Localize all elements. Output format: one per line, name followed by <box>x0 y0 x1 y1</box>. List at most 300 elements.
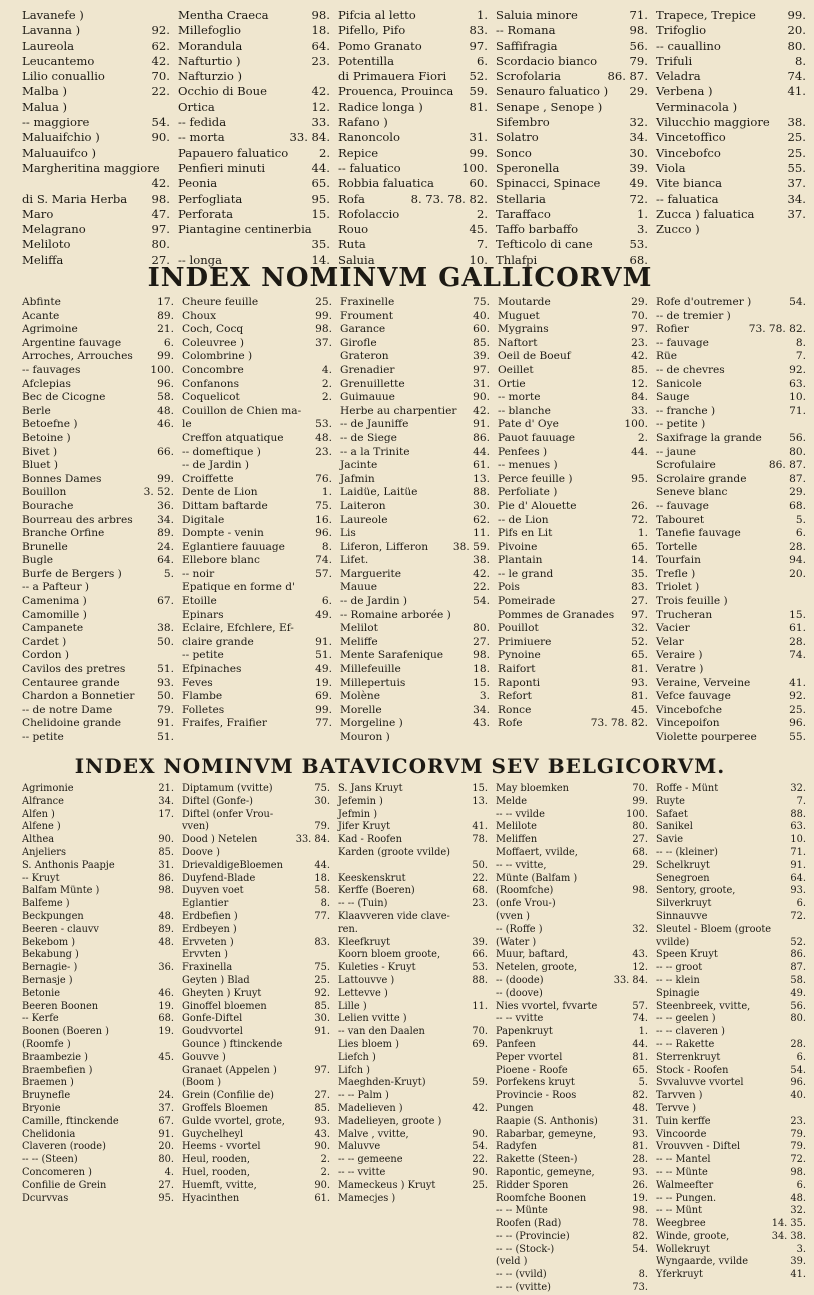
index-entry <box>178 84 330 99</box>
index-entry <box>656 1205 806 1218</box>
entry-page-number: 29. <box>631 296 648 308</box>
index-entry <box>656 500 806 514</box>
index-entry <box>340 473 490 487</box>
entry-page-number: 88. <box>790 808 806 820</box>
index-entry <box>182 473 332 487</box>
entry-name: Garance <box>340 323 386 336</box>
entry-page-number: 46. <box>158 987 174 999</box>
entry-page-number: 99. <box>787 8 806 22</box>
entry-page-number: 23. <box>790 1115 806 1127</box>
entry-page-number: 65. <box>632 1064 648 1076</box>
entry-name: Kad - Roofen <box>338 834 402 846</box>
entry-name: Maluauifco ) <box>22 145 97 160</box>
index-entry <box>22 39 170 54</box>
index-entry <box>182 677 332 691</box>
entry-name: -- -- (Stock-) <box>496 1243 555 1255</box>
entry-page-number: 85. <box>473 336 490 349</box>
entry-name: Trifoglio <box>656 23 707 38</box>
entry-name: Nafturtio ) <box>178 53 241 68</box>
entry-name: Veladra <box>656 69 701 84</box>
entry-name: Keeskenskrut <box>338 872 406 884</box>
index-entry <box>656 622 806 636</box>
entry-page-number: 42. <box>472 1102 488 1114</box>
index-entry <box>656 100 806 115</box>
entry-page-number: 56. <box>629 38 648 53</box>
entry-page-number: 95. <box>631 472 648 485</box>
index-entry <box>338 115 488 130</box>
entry-page-number: 53. <box>315 418 332 431</box>
index-entry <box>22 176 170 191</box>
index-entry <box>338 1052 488 1065</box>
entry-page-number: 81. <box>631 690 648 703</box>
entry-page-number: 93. <box>790 885 806 897</box>
index-entry <box>340 568 490 582</box>
entry-name: Fraxinella <box>182 962 233 974</box>
entry-page-number: 70. <box>151 69 170 84</box>
entry-name: Viola <box>656 160 686 175</box>
index-entry <box>498 405 648 419</box>
entry-name: Mauue <box>340 581 378 594</box>
entry-name: (vven ) <box>496 910 530 922</box>
entry-page-number: 8. <box>795 336 806 349</box>
index-entry <box>656 1154 806 1167</box>
index-entry <box>338 1001 488 1014</box>
index-entry <box>340 310 490 324</box>
entry-page-number: 20. <box>787 23 806 38</box>
index-entry <box>182 1141 330 1154</box>
entry-page-number: 75. <box>315 499 332 512</box>
entry-name: Eclaire, Efchlere, Ef- <box>182 622 294 635</box>
entry-name: claire grande <box>182 635 254 648</box>
index-entry <box>182 568 332 582</box>
entry-page-number: 42. <box>473 404 490 417</box>
entry-name: -- de notre Dame <box>22 703 113 716</box>
index-entry <box>22 500 174 514</box>
entry-name: Raponti <box>498 676 541 689</box>
entry-page-number: 34. <box>158 795 174 807</box>
index-entry <box>178 8 330 23</box>
index-entry <box>22 1129 174 1142</box>
index-entry <box>498 432 648 446</box>
entry-page-number: 27. <box>631 595 648 608</box>
entry-page-number: 37. <box>315 336 332 349</box>
entry-name: Savie <box>656 834 684 846</box>
entry-name: Camille, ftinckende <box>22 1115 119 1127</box>
entry-name: -- faluatica <box>656 191 719 206</box>
entry-name: Dente de Lion <box>182 486 258 499</box>
index-entry <box>340 378 490 392</box>
index-entry <box>656 595 806 609</box>
index-entry <box>340 636 490 650</box>
index-entry <box>656 898 806 911</box>
index-entry <box>656 405 806 419</box>
entry-name: Pomeirade <box>498 595 556 608</box>
entry-name: Meliloto <box>22 237 71 252</box>
index-entry <box>178 54 330 69</box>
entry-name: Rüe <box>656 350 678 363</box>
index-entry <box>338 1193 488 1206</box>
entry-name: ren. <box>338 923 358 935</box>
entry-page-number: 83. <box>314 936 330 948</box>
entry-name: Meliffa <box>22 252 64 267</box>
entry-page-number: 47. <box>151 206 170 221</box>
index-entry <box>338 1103 488 1116</box>
index-entry <box>182 337 332 351</box>
entry-name: (veld ) <box>496 1256 528 1268</box>
entry-page-number: 84. <box>631 391 648 404</box>
entry-name: Potentilla <box>338 53 394 68</box>
entry-name: -- -- klein <box>656 974 700 986</box>
index-entry <box>496 796 648 809</box>
entry-name: Malba ) <box>22 84 68 99</box>
entry-page-number: 81. <box>632 1141 648 1153</box>
entry-name: Camomille ) <box>22 608 87 621</box>
entry-name: Moutarde <box>498 296 551 308</box>
entry-page-number: 73. 78. 82. <box>748 323 806 336</box>
entry-page-number: 48. <box>158 910 174 922</box>
entry-page-number: 40. <box>473 309 490 322</box>
entry-name: Morgeline ) <box>340 717 403 730</box>
entry-name: Bekebom ) <box>22 936 76 948</box>
entry-name: Rofa <box>338 191 365 206</box>
entry-name: -- -- Münte <box>496 1205 548 1217</box>
index-column <box>340 296 498 745</box>
index-entry <box>22 130 170 145</box>
entry-name: Sleutel - Bloem (groote <box>656 923 772 935</box>
index-entry <box>182 541 332 555</box>
entry-page-number: 77. <box>314 910 330 922</box>
entry-page-number: 75. <box>473 296 490 308</box>
index-entry <box>496 988 648 1001</box>
index-entry <box>22 663 174 677</box>
entry-name: Netelen, groote, <box>496 962 578 974</box>
index-entry <box>182 622 332 636</box>
entry-page-number: 46. <box>157 418 174 431</box>
entry-name: Berle <box>22 404 51 417</box>
entry-page-number: 75. <box>314 783 330 794</box>
entry-page-number: 29. <box>632 859 648 871</box>
index-entry <box>182 975 330 988</box>
entry-name: Lelien vvitte ) <box>338 1013 407 1025</box>
entry-name: Silverkruyt <box>656 898 712 910</box>
index-entry <box>656 783 806 796</box>
entry-name: Radice longa ) <box>338 99 423 114</box>
entry-page-number: 18. <box>314 872 330 884</box>
index-entry <box>182 847 330 860</box>
entry-page-number: 98. <box>315 323 332 336</box>
entry-page-number: 6. <box>321 595 332 608</box>
index-entry <box>340 609 490 623</box>
index-entry <box>498 473 648 487</box>
entry-page-number: 21. <box>158 783 174 794</box>
index-entry <box>182 821 330 834</box>
index-entry <box>22 924 174 937</box>
entry-name: Vincoorde <box>656 1128 707 1140</box>
entry-name: -- -- Pungen. <box>656 1192 717 1204</box>
entry-name: -- (Roffe ) <box>496 923 543 935</box>
index-entry <box>182 1090 330 1103</box>
index-entry <box>340 296 490 310</box>
entry-page-number: 8. <box>794 53 806 68</box>
index-entry <box>496 1001 648 1014</box>
entry-page-number: 36. <box>157 499 174 512</box>
index-entry <box>656 391 806 405</box>
entry-name: Radyfen <box>496 1141 537 1153</box>
entry-page-number: 81. <box>469 99 488 114</box>
entry-page-number: 86. <box>158 872 174 884</box>
entry-page-number: 49. <box>790 987 806 999</box>
entry-page-number: 61. <box>789 622 806 635</box>
entry-page-number: 23. <box>631 336 648 349</box>
entry-name: Beeren Boonen <box>22 1000 99 1012</box>
entry-page-number: 42. <box>151 176 170 191</box>
entry-name: Muguet <box>498 309 540 322</box>
entry-name: vvilde) <box>656 936 690 948</box>
entry-name: Saluia minore <box>496 8 578 22</box>
entry-page-number: 37. <box>787 206 806 221</box>
entry-page-number: 15. <box>311 206 330 221</box>
entry-name: Jafmin <box>340 472 375 485</box>
entry-name: Roomfche Boonen <box>496 1192 587 1204</box>
index-entry <box>496 885 648 898</box>
entry-name: Liferon, Lifferon <box>340 540 429 553</box>
entry-name: Bugle <box>22 554 54 567</box>
entry-name: Peper vvortel <box>496 1051 563 1063</box>
entry-page-number: 1. <box>636 206 648 221</box>
index-entry <box>656 885 806 898</box>
entry-name: Lies bloem ) <box>338 1038 399 1050</box>
index-entry <box>656 350 806 364</box>
entry-name: Ellebore blanc <box>182 554 260 567</box>
entry-page-number: 82. <box>632 1230 648 1242</box>
entry-name: Perforata <box>178 206 233 221</box>
entry-name: Fraxinelle <box>340 296 395 308</box>
entry-page-number: 65. <box>631 540 648 553</box>
entry-page-number: 26. <box>632 1179 648 1191</box>
entry-name: Grenuillette <box>340 377 405 390</box>
entry-page-number: 45. <box>469 222 488 237</box>
entry-name: (Boom ) <box>182 1077 222 1089</box>
index-entry <box>496 146 648 161</box>
index-entry <box>182 649 332 663</box>
entry-name: Senegroen <box>656 872 710 884</box>
entry-name: -- -- (kleiner) <box>656 846 718 858</box>
entry-page-number: 37. <box>158 1102 174 1114</box>
entry-name: Tarvven ) <box>656 1090 703 1102</box>
index-entry <box>178 146 330 161</box>
entry-name: Efpinaches <box>182 663 242 676</box>
entry-name: Couillon de Chien ma- <box>182 404 302 417</box>
entry-name: Diptamum (vvitte) <box>182 783 273 794</box>
index-entry <box>496 1193 648 1206</box>
index-entry <box>338 146 488 161</box>
index-entry <box>656 1231 806 1244</box>
entry-page-number: 34. <box>157 513 174 526</box>
entry-name: Maeghden-Kruyt) <box>338 1077 426 1089</box>
entry-name: Braemen ) <box>22 1077 74 1089</box>
entry-name: Froument <box>340 309 394 322</box>
entry-page-number: 80. <box>473 622 490 635</box>
entry-name: Muur, baftard, <box>496 949 569 961</box>
index-entry <box>22 1154 174 1167</box>
entry-name: Bourreau des arbres <box>22 513 133 526</box>
index-entry <box>182 581 332 595</box>
entry-page-number: 28. <box>790 1038 806 1050</box>
entry-name: Madelieyen, groote ) <box>338 1115 442 1127</box>
entry-page-number: 20. <box>158 1141 174 1153</box>
entry-name: -- de Jauniffe <box>340 418 409 431</box>
entry-name: Ortica <box>178 99 215 114</box>
entry-name: Beeren - clauvv <box>22 923 99 935</box>
index-entry <box>656 222 806 237</box>
entry-page-number: 92. <box>789 690 806 703</box>
entry-name: Weegbree <box>656 1218 706 1230</box>
entry-name: -- van den Daalen <box>338 1026 425 1038</box>
entry-name: Sauge <box>656 391 690 404</box>
entry-page-number: 10. <box>790 834 806 846</box>
index-entry <box>182 459 332 473</box>
index-entry <box>656 962 806 975</box>
entry-name: Jifer Kruyt <box>338 821 391 833</box>
entry-name: Safaet <box>656 808 688 820</box>
entry-page-number: 63. <box>790 821 806 833</box>
index-entry <box>22 609 174 623</box>
entry-page-number: 6. <box>796 898 806 910</box>
index-entry <box>178 222 330 237</box>
entry-page-number: 92. <box>789 363 806 376</box>
entry-name: Ruyte <box>656 795 685 807</box>
index-entry <box>338 54 488 69</box>
entry-page-number: 73. <box>632 1282 648 1294</box>
entry-name: Confilie de Grein <box>22 1179 107 1191</box>
index-entry <box>496 84 648 99</box>
entry-page-number: 39. <box>472 936 488 948</box>
entry-page-number: 25. <box>787 145 806 160</box>
entry-name: Morandula <box>178 38 243 53</box>
entry-page-number: 25. <box>314 974 330 986</box>
entry-page-number: 41. <box>472 821 488 833</box>
index-entry <box>338 161 488 176</box>
entry-page-number: 2. <box>318 145 330 160</box>
entry-name: di S. Maria Herba <box>22 191 128 206</box>
entry-page-number: 60. <box>473 323 490 336</box>
index-entry <box>656 1116 806 1129</box>
entry-name: Heems - vvortel <box>182 1141 261 1153</box>
entry-name: Molène <box>340 690 380 703</box>
entry-page-number: 15. <box>473 676 490 689</box>
entry-name: Lavanefe ) <box>22 8 84 22</box>
entry-name: Speen Kruyt <box>656 949 718 961</box>
entry-name: Papenkruyt <box>496 1026 553 1038</box>
entry-name: Spinacci, Spinace <box>496 176 601 191</box>
entry-name: Senape , Senope ) <box>496 99 603 114</box>
entry-page-number: 34. <box>473 703 490 716</box>
index-entry <box>496 1065 648 1078</box>
entry-name: Porfekens kruyt <box>496 1077 575 1089</box>
entry-name: (Roomfe ) <box>22 1038 71 1050</box>
entry-page-number: 7. <box>796 795 806 807</box>
entry-page-number: 79. <box>629 53 648 68</box>
entry-page-number: 19. <box>158 1000 174 1012</box>
entry-page-number: 3. 52. <box>143 486 174 499</box>
entry-page-number: 99. <box>632 795 648 807</box>
entry-page-number: 33. <box>311 115 330 130</box>
index-entry <box>22 1167 174 1180</box>
entry-name: Laureole <box>340 513 388 526</box>
entry-page-number: 90. <box>472 1166 488 1178</box>
index-entry <box>338 898 488 911</box>
entry-name: Granaet (Appelen ) <box>182 1064 277 1076</box>
entry-name: Pifcia al letto <box>338 8 416 22</box>
index-entry <box>656 1167 806 1180</box>
index-entry <box>182 1116 330 1129</box>
index-entry <box>338 809 488 822</box>
index-entry <box>22 847 174 860</box>
index-entry <box>182 405 332 419</box>
index-entry <box>656 975 806 988</box>
index-entry <box>496 1013 648 1026</box>
index-entry <box>498 310 648 324</box>
entry-name: Trucheran <box>656 608 713 621</box>
entry-page-number: 80. <box>151 237 170 252</box>
entry-name: Anjeliers <box>22 846 66 858</box>
entry-name: Liefch ) <box>338 1051 376 1063</box>
entry-page-number: 71. <box>790 846 806 858</box>
entry-name: Perfogliata <box>178 191 243 206</box>
index-entry <box>22 704 174 718</box>
entry-name: -- (doode) <box>496 974 544 986</box>
index-entry <box>22 405 174 419</box>
entry-page-number: 54. <box>790 1064 806 1076</box>
entry-page-number: 48. <box>158 936 174 948</box>
entry-page-number: 80. <box>790 1013 806 1025</box>
index-entry <box>498 622 648 636</box>
entry-page-number: 97. <box>151 222 170 237</box>
index-entry <box>22 873 174 886</box>
index-entry <box>656 337 806 351</box>
entry-name: Diftel (Gonfe-) <box>182 795 254 807</box>
entry-name: Maluaifchio ) <box>22 130 100 145</box>
entry-page-number: 59. <box>472 1077 488 1089</box>
entry-page-number: 97. <box>314 1064 330 1076</box>
entry-page-number: 78. <box>632 1218 648 1230</box>
index-entry <box>338 975 488 988</box>
entry-page-number: 6. <box>796 1179 806 1191</box>
entry-name: Concomeren ) <box>22 1166 92 1178</box>
entry-name: Grateron <box>340 350 389 363</box>
index-entry <box>340 704 490 718</box>
entry-name: Triolet ) <box>656 581 700 594</box>
entry-name: Repice <box>338 145 379 160</box>
index-entry <box>22 69 170 84</box>
entry-name: Oeillet <box>498 363 534 376</box>
index-entry <box>182 323 332 337</box>
entry-name: Taraffaco <box>496 206 551 221</box>
index-entry <box>498 459 648 473</box>
entry-page-number: 87. <box>789 472 806 485</box>
entry-page-number: 92. <box>151 23 170 38</box>
entry-name: Rabarbar, gemeyne, <box>496 1128 597 1140</box>
entry-name: Jefemin ) <box>338 795 383 807</box>
entry-page-number: 90. <box>472 1128 488 1140</box>
entry-name: -- -- (vvild) <box>496 1269 547 1281</box>
index-entry <box>338 39 488 54</box>
entry-page-number: 74. <box>787 69 806 84</box>
entry-page-number: 79. <box>790 1141 806 1153</box>
index-entry <box>340 418 490 432</box>
entry-name: Goudvvortel <box>182 1026 243 1038</box>
index-entry <box>498 677 648 691</box>
